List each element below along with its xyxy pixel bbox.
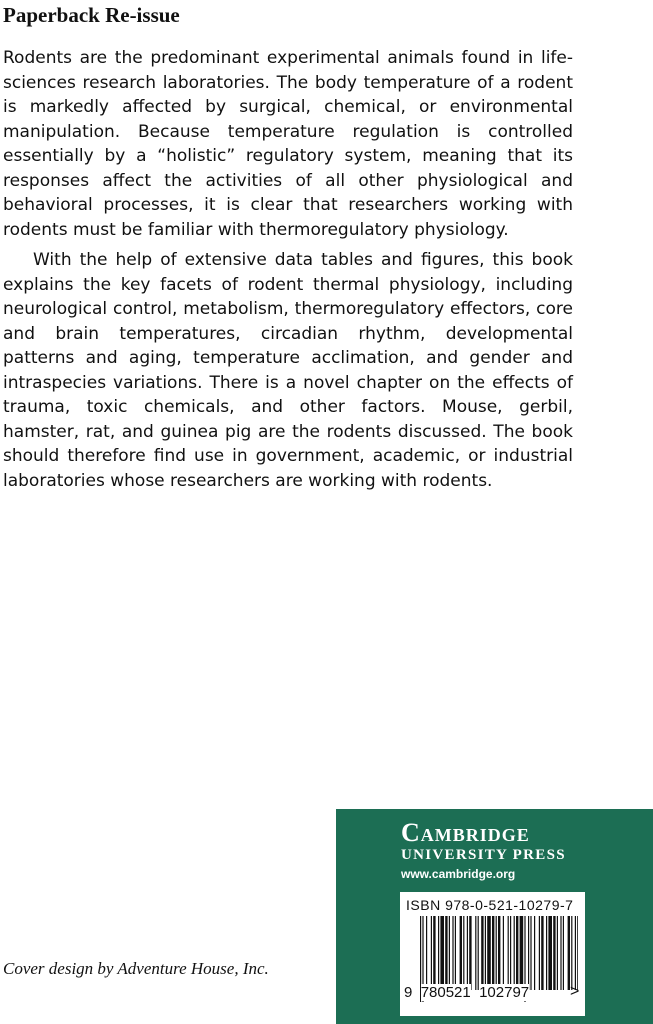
cover-heading: Paperback Re-issue xyxy=(3,3,180,27)
barcode-bar xyxy=(557,916,558,990)
barcode-bar xyxy=(431,916,432,990)
barcode-bar xyxy=(541,916,543,990)
barcode-bar xyxy=(426,916,427,990)
blurb-text xyxy=(3,46,573,499)
barcode-bar xyxy=(481,916,483,990)
publisher-block xyxy=(336,809,653,1024)
barcode-digits xyxy=(404,984,529,1002)
barcode-bar xyxy=(440,916,444,990)
barcode-bar xyxy=(467,916,468,990)
isbn-label: ISBN 978-0-521-10279-7 xyxy=(406,897,574,913)
barcode-bar xyxy=(487,916,491,990)
barcode-bar xyxy=(568,916,570,990)
barcode-digits-left: 780521 xyxy=(420,984,471,1001)
barcode-bar xyxy=(563,916,564,990)
barcode-bar xyxy=(463,916,464,990)
barcode-bar xyxy=(539,916,540,990)
barcode xyxy=(400,892,585,1016)
publisher-url: www.cambridge.org xyxy=(401,867,516,881)
barcode-bar xyxy=(496,916,497,990)
barcode-bar xyxy=(530,916,531,990)
barcode-bar xyxy=(516,916,518,990)
barcode-bar xyxy=(492,916,494,990)
barcode-bar xyxy=(475,916,476,990)
barcode-bar xyxy=(438,916,439,990)
barcode-bar xyxy=(548,916,552,990)
barcode-bar xyxy=(577,916,578,990)
barcode-digit-lead: 9 xyxy=(404,984,413,1001)
barcode-bar xyxy=(460,916,462,990)
barcode-bar xyxy=(571,916,572,990)
barcode-bar xyxy=(452,916,453,990)
barcode-bar xyxy=(449,916,450,990)
barcode-bar xyxy=(553,916,555,990)
barcode-bar xyxy=(469,916,471,990)
barcode-bar xyxy=(455,916,456,990)
barcode-bar xyxy=(546,916,547,990)
barcode-bar xyxy=(433,916,435,990)
barcode-bar xyxy=(478,916,479,990)
barcode-arrow: > xyxy=(570,983,580,1000)
barcode-digits-right: 102797 xyxy=(479,984,530,1001)
barcode-bar xyxy=(485,916,486,990)
blurb-paragraph-2: With the help of extensive data tables and figures, this book explains the key facets of rodent thermal physiology, including neurological control, metabolism, thermoregulatory effectors, core and brain temperatures, circadian rhythm, developmental patterns and aging, temperature acclimation, and gender and intraspecies variations. There is a novel chapter on the effects of trauma, toxic chemicals, and other factors. Mouse, gerbil, hamster, rat, and guinea pig are the rodents discussed. The book should therefore find use in government, academic, or industrial laboratories whose researchers are working with rodents. xyxy=(3,250,573,491)
barcode-bar xyxy=(520,916,524,990)
barcode-bar xyxy=(575,916,576,990)
barcode-bar xyxy=(514,916,515,990)
barcode-bar xyxy=(560,916,561,990)
barcode-bar xyxy=(528,916,529,990)
barcode-bar xyxy=(508,916,509,990)
barcode-bar xyxy=(510,916,511,990)
cover-design-credit: Cover design by Adventure House, Inc. xyxy=(3,959,269,978)
barcode-bar xyxy=(445,916,447,990)
barcode-bar xyxy=(503,916,504,990)
publisher-subtitle: UNIVERSITY PRESS xyxy=(401,847,566,863)
publisher-name: Cambridge xyxy=(401,818,530,847)
barcode-bar xyxy=(534,916,535,990)
blurb-paragraph-1: Rodents are the predominant experimental animals found in life-sciences research laboratories. The body temperature of a rodent is markedly affected by surgical, chemical, or environmental manipulation. Because temperature regulation is controlled essentially by a “holistic” regulatory system, meaning that its responses affect the activities of all other physiological and behavioral processes, it is clear that researchers working with rodents must be familiar with thermoregulatory physiology. xyxy=(3,48,573,240)
barcode-bar xyxy=(498,916,500,990)
